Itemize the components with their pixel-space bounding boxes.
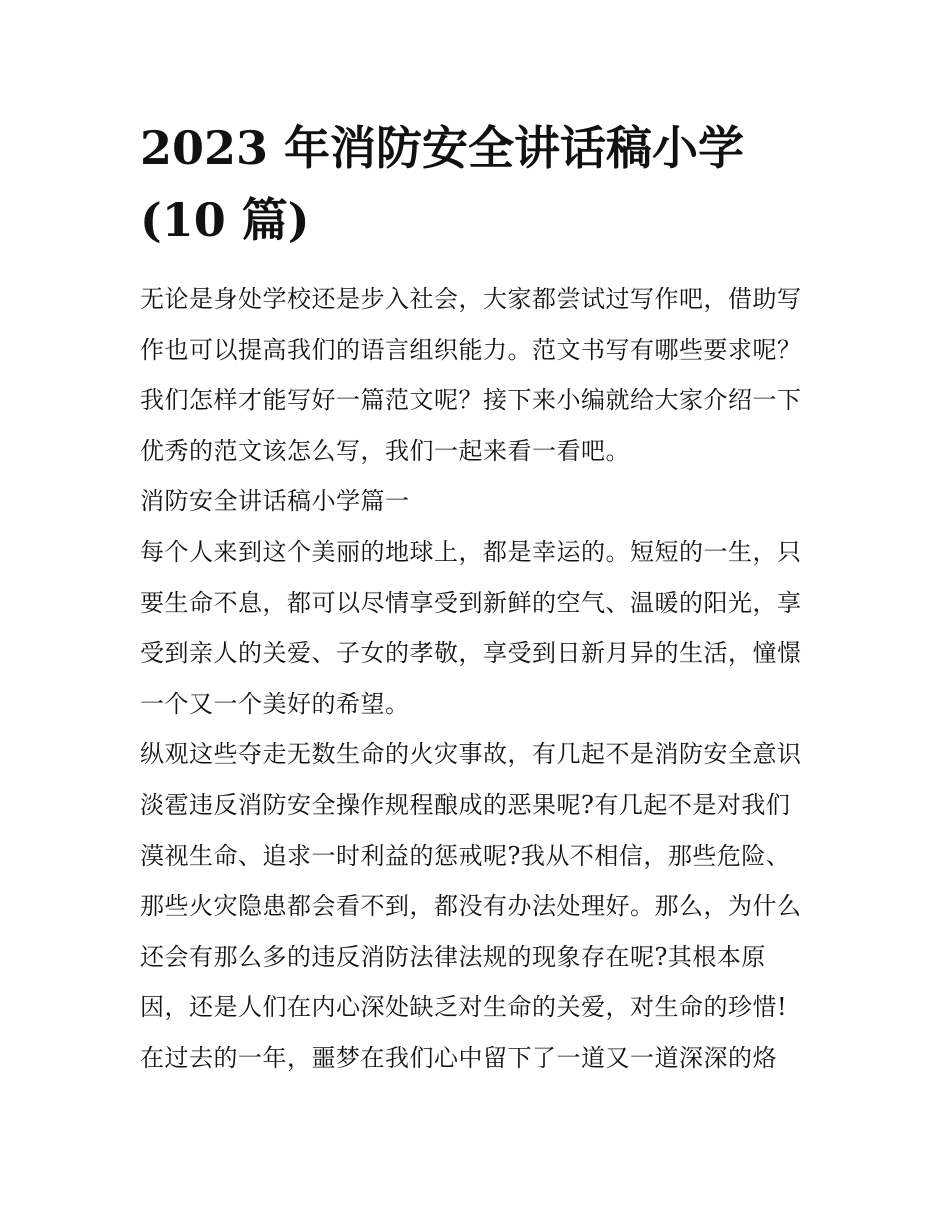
- title-line-1: 2023 年消防安全讲话稿小学: [140, 121, 745, 175]
- document-page: [140, 112, 820, 1084]
- body-line: 要生命不息，都可以尽情享受到新鲜的空气、温暖的阳光，享: [140, 588, 802, 617]
- body-line: 一个又一个美好的希望。: [140, 689, 410, 718]
- body-line: 还会有那么多的违反消防法律法规的现象存在呢?其根本原: [140, 942, 766, 971]
- body-line: 在过去的一年，噩梦在我们心中留下了一道又一道深深的烙: [140, 1043, 777, 1072]
- body-line: 我们怎样才能写好一篇范文呢？接下来小编就给大家介绍一下: [140, 386, 802, 415]
- body-line: 淡雹违反消防安全操作规程酿成的恶果呢?有几起不是对我们: [140, 790, 791, 819]
- body-line: 无论是身处学校还是步入社会，大家都尝试过写作吧，借助写: [140, 285, 802, 313]
- body-line: 作也可以提高我们的语言组织能力。范文书写有哪些要求呢？: [140, 335, 802, 364]
- body-line: 那些火灾隐患都会看不到，都没有办法处理好。那么，为什么: [140, 892, 802, 921]
- document-body: [140, 274, 820, 1084]
- title-line-2: (10 篇): [140, 193, 310, 247]
- body-line: 每个人来到这个美丽的地球上，都是幸运的。短短的一生，只: [140, 537, 802, 566]
- document-title: [140, 112, 820, 256]
- body-line: 纵观这些夺走无数生命的火灾事故，有几起不是消防安全意识: [140, 740, 802, 769]
- body-line: 优秀的范文该怎么写，我们一起来看一看吧。: [140, 436, 630, 465]
- body-line: 受到亲人的关爱、子女的孝敬，享受到日新月异的生活，憧憬: [140, 639, 802, 668]
- section-heading: 消防安全讲话稿小学篇一: [140, 487, 410, 516]
- body-line: 漠视生命、追求一时利益的惩戒呢?我从不相信，那些危险、: [140, 841, 791, 870]
- body-line: 因，还是人们在内心深处缺乏对生命的关爱，对生命的珍惜!: [140, 993, 788, 1022]
